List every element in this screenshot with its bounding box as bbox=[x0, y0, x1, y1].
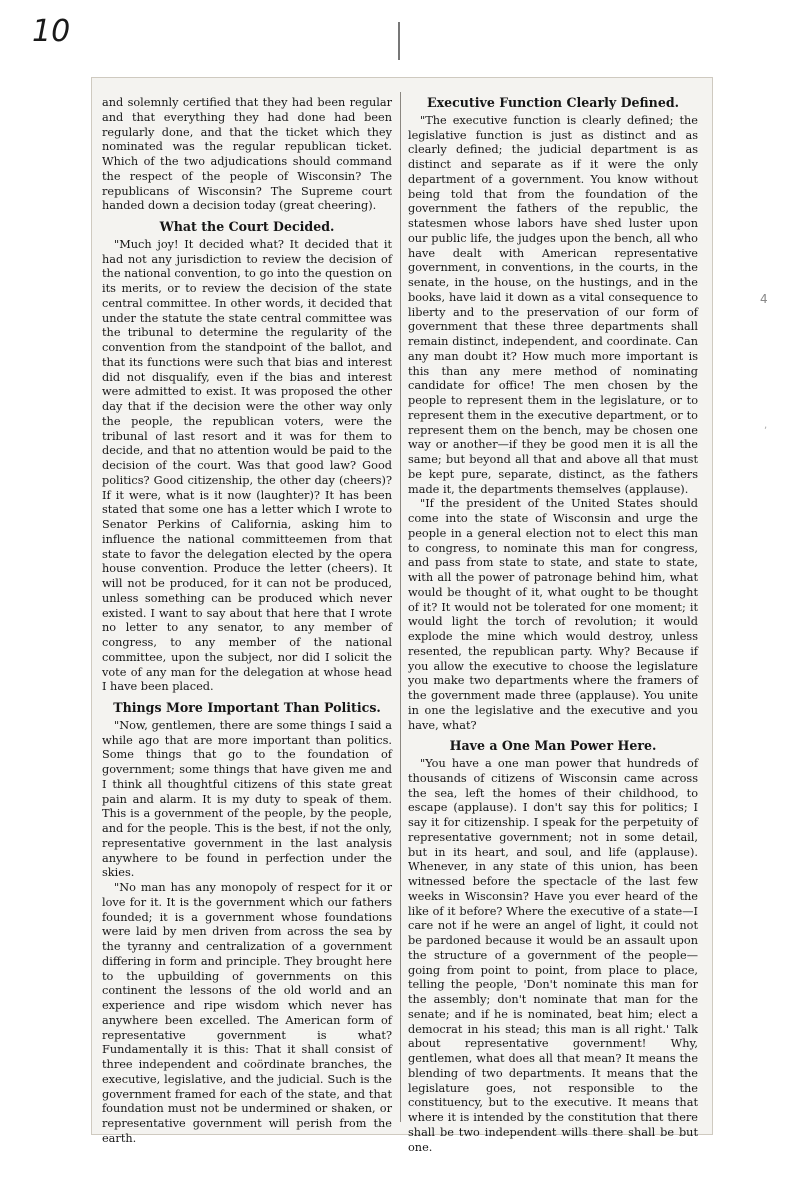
right-column-paragraph: "If the president of the United States should come into the state of Wisconsin and urge the people in a general election not to elect this man to congress, to nominate this man for congress, and pass from state to state, and state to state, with all the power of patronage behind him, what would be thought of it, what ought to be thought of it? It would not be tolerated for one moment; it would light the torch of revolution; it would explode the mine which would destroy, unless resented, the republican party. Why? Because if you allow the executive to choose the legislature you make two departments where the framers of the government made three (applause). You unite in one the legislative and the executive and you have, what? bbox=[408, 497, 698, 732]
right-column-heading: Executive Function Clearly Defined. bbox=[426, 95, 680, 110]
left-column-heading: What the Court Decided. bbox=[159, 219, 335, 234]
left-column-paragraph: "No man has any monopoly of respect for it or love for it. It is the government which our fathers founded; it is a government whose foundations were laid by men driven from across the sea by the tyranny and centralization of a government differing in form and principle. They brought here to the upbuilding of governments on this continent the lessons of the old world and an experience and ripe wisdom which never has anywhere been excelled. The American form of representative government is what? Fundamentally it is this: That it shall consist of three independent and coördinate branches, the executive, legislative, and the judicial. Such is the government framed for each of the state, and that foundation must not be undermined or shaken, or representative government will perish from the earth. bbox=[102, 881, 392, 1145]
left-column-paragraph: and solemnly certified that they had been regular and that everything they had done had been regularly done, and that the ticket which they nominated was the regular republican ticket. Which of the two adjudications should command the respect of the people of Wisconsin? The republicans of Wisconsin? The Supreme court handed down a decision today (great cheering). bbox=[102, 96, 392, 213]
left-column-paragraph: "Much joy! It decided what? It decided that it had not any jurisdiction to review the decision of the national convention, to go into the question on its merits, or to review the decision of the state central committee. In other words, it decided that under the statute the state central committee was the tribunal to determine the regularity of the convention from the standpoint of the ballot, and that its functions were such that bias and interest did not disqualify, even if the bias and interest were admitted to exist. It was proposed the other day that if the decision were the other way only the people, the republican voters, were the tribunal of last resort and it was for them to decide, and that no attention would be paid to the decision of the court. Was that good law? Good politics? Good citizenship, the other day (cheers)? If it were, what is it now (laughter)? It has been stated that some one has a letter which I wrote to Senator Perkins of California, asking him to influence the national committeemen from that state to favor the delegation elected by the opera house convention. Produce the letter (cheers). It will not be produced, for it can not be produced, unless something can be produced which never existed. I want to say about that here that I wrote no letter to any senator, to any member of congress, to any member of the national committee, upon the subject, nor did I solicit the vote of any man for the delegation at whose head I have been placed. bbox=[102, 237, 392, 694]
right-column-paragraph: "The executive function is clearly defined; the legislative function is just as distinct and as clearly defined; the judicial department is as distinct and separate as if it were the only department of a government. You know without being told that from the foundation of the government the fathers of the republic, the statesmen whose labors have shed luster upon our public life, the judges upon the bench, all who have dealt with American representative government, in conventions, in the courts, in the senate, in the house, on the hustings, and in the books, have laid it down as a vital consequence to liberty and to the preservation of our form of government that these three departments shall remain distinct, independent, and coordinate. Can any man doubt it? How much more important is this than any mere method of nominating candidate for office! The men chosen by the people to represent them in the legislature, or to represent them in the executive department, or to represent them on the bench, may be chosen one way or another—if they be good men it is all the same; but beyond all that and above all that must be kept pure, separate, distinct, as the fathers made it, the departments themselves (applause). bbox=[408, 113, 698, 496]
left-column-paragraph: "Now, gentlemen, there are some things I said a while ago that are more important than politics. Some things that go to the foundation of government; some things that have given me and I think all thoughtful citizens of this state great pain and alarm. It is my duty to speak of them. This is a government of the people, by the people, and for the people. This is the best, if not the only, representative government in the last analysis anywhere to be found in perfection under the skies. bbox=[102, 718, 392, 880]
right-column-paragraph: "You have a one man power that hundreds of thousands of citizens of Wisconsin came across the sea, left the homes of their childhood, to escape (applause). I don't say this for politics; I say it for citizenship. I speak for the perpetuity of representative government; not in some detail, but in its heart, and soul, and life (applause). Whenever, in any state of this union, has been witnessed before the spectacle of the last few weeks in Wisconsin? Have you ever heard of the like of it before? Where the executive of a state—I care not if he were an angel of light, it could not be pardoned because it would be an assault upon the structure of a government of the people—going from point to point, from place to place, telling the people, 'Don't nominate this man for the assembly; don't nominate that man for the senate; and if he is nominated, beat him; elect a democrat in his stead; this man is all right.' Talk about representative government! Why, gentlemen, what does all that mean? It means the blending of two departments. It means that the legislature goes, not responsible to the constituency, but to the executive. It means that where it is intended by the constitution that there shall be two independent wills there shall be but one. bbox=[408, 757, 698, 1154]
right-column bbox=[408, 96, 698, 1155]
newspaper-clipping bbox=[92, 78, 712, 1154]
margin-mark-2: , bbox=[764, 420, 768, 431]
margin-mark: 4 bbox=[760, 292, 768, 306]
right-column-heading: Have a One Man Power Here. bbox=[449, 738, 657, 754]
header-rule bbox=[398, 22, 400, 60]
left-column bbox=[102, 96, 392, 1147]
left-column-heading: Things More Important Than Politics. bbox=[113, 700, 381, 715]
column-divider bbox=[400, 92, 401, 1122]
page-number: 10 bbox=[32, 14, 71, 49]
